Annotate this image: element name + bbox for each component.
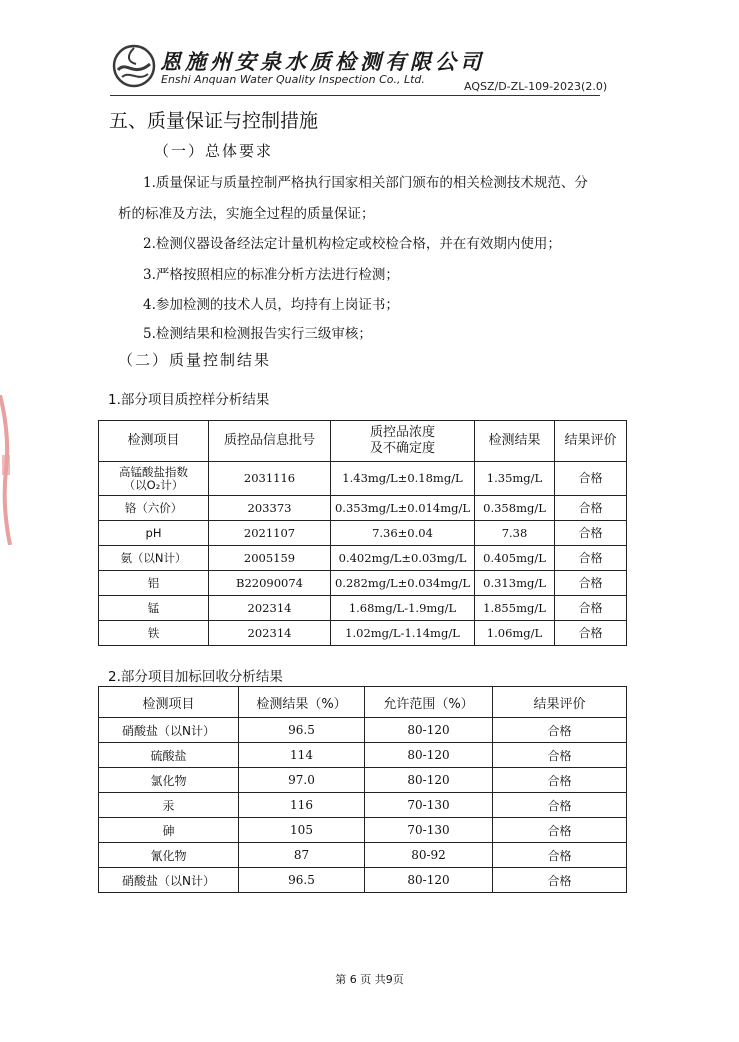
result-cell: 87: [239, 843, 365, 868]
header-divider: [110, 95, 600, 96]
requirement-item: 析的标准及方法，实施全过程的质量保证；: [118, 206, 375, 222]
item-cell: 铝: [99, 571, 209, 596]
range-cell: 80-92: [365, 843, 493, 868]
table-row: [99, 621, 627, 646]
col-header: 检测项目: [99, 687, 239, 718]
section-title: 五、质量保证与控制措施: [109, 110, 319, 132]
conc-cell: 1.02mg/L-1.14mg/L: [331, 621, 475, 646]
col-header-line: 质控品浓度: [369, 425, 435, 440]
result-cell: 105: [239, 818, 365, 843]
table-row: [99, 718, 627, 743]
requirement-item: 4.参加检测的技术人员，均持有上岗证书；: [143, 297, 399, 313]
batch-cell: 203373: [209, 496, 331, 521]
batch-cell: 202314: [209, 621, 331, 646]
company-logo: [112, 44, 156, 88]
result-cell: 0.405mg/L: [475, 546, 555, 571]
item-cell: 氯化物: [99, 768, 239, 793]
conc-cell: 0.402mg/L±0.03mg/L: [331, 546, 475, 571]
item-cell: 硝酸盐（以N计）: [99, 718, 239, 743]
eval-cell: 合格: [493, 768, 627, 793]
range-cell: 70-130: [365, 793, 493, 818]
item-cell: 汞: [99, 793, 239, 818]
eval-cell: 合格: [493, 818, 627, 843]
table-row: [99, 521, 627, 546]
result-cell: 114: [239, 743, 365, 768]
eval-cell: 合格: [493, 743, 627, 768]
conc-cell: 1.43mg/L±0.18mg/L: [331, 462, 475, 496]
table-row: [99, 843, 627, 868]
col-header: 质控品信息批号: [209, 421, 331, 462]
item-cell: 氰化物: [99, 843, 239, 868]
eval-cell: 合格: [555, 462, 627, 496]
table2-caption: 2.部分项目加标回收分析结果: [108, 669, 283, 685]
result-cell: 1.855mg/L: [475, 596, 555, 621]
conc-cell: 0.282mg/L±0.034mg/L: [331, 571, 475, 596]
conc-cell: 0.353mg/L±0.014mg/L: [331, 496, 475, 521]
col-header: 结果评价: [493, 687, 627, 718]
item-cell: 硫酸盐: [99, 743, 239, 768]
item-cell: 砷: [99, 818, 239, 843]
batch-cell: B22090074: [209, 571, 331, 596]
eval-cell: 合格: [493, 718, 627, 743]
batch-cell: 202314: [209, 596, 331, 621]
eval-cell: 合格: [555, 546, 627, 571]
eval-cell: 合格: [555, 521, 627, 546]
col-header: [331, 421, 475, 462]
batch-cell: 2005159: [209, 546, 331, 571]
eval-cell: 合格: [555, 571, 627, 596]
eval-cell: 合格: [493, 868, 627, 893]
page-number: 第 6 页 共9页: [335, 973, 404, 986]
eval-cell: 合格: [555, 621, 627, 646]
result-cell: 97.0: [239, 768, 365, 793]
eval-cell: 合格: [555, 596, 627, 621]
qc-sample-table: [98, 420, 627, 646]
seal-stamp-edge: [0, 395, 14, 545]
range-cell: 80-120: [365, 768, 493, 793]
result-cell: 1.35mg/L: [475, 462, 555, 496]
eval-cell: 合格: [493, 793, 627, 818]
result-cell: 7.38: [475, 521, 555, 546]
requirement-item: 1.质量保证与质量控制严格执行国家相关部门颁布的相关检测技术规范、分: [143, 175, 588, 191]
col-header: 允许范围（%）: [365, 687, 493, 718]
subsection-qc-results: （二）质量控制结果: [118, 351, 272, 369]
table-row: [99, 546, 627, 571]
item-cell: 铬（六价）: [99, 496, 209, 521]
table-row: [99, 818, 627, 843]
table-row: [99, 462, 627, 496]
result-cell: 1.06mg/L: [475, 621, 555, 646]
table-row: [99, 793, 627, 818]
range-cell: 80-120: [365, 868, 493, 893]
col-header: 检测结果: [475, 421, 555, 462]
result-cell: 116: [239, 793, 365, 818]
result-cell: 96.5: [239, 868, 365, 893]
eval-cell: 合格: [493, 843, 627, 868]
range-cell: 80-120: [365, 718, 493, 743]
table-row: [99, 768, 627, 793]
table1-caption: 1.部分项目质控样分析结果: [108, 392, 270, 408]
range-cell: 80-120: [365, 743, 493, 768]
col-header-line: 及不确定度: [369, 441, 435, 456]
item-cell: 氨（以N计）: [99, 546, 209, 571]
table-row: [99, 868, 627, 893]
table-header-row: [99, 687, 627, 718]
batch-cell: 2021107: [209, 521, 331, 546]
col-header: 结果评价: [555, 421, 627, 462]
conc-cell: 1.68mg/L-1.9mg/L: [331, 596, 475, 621]
result-cell: 96.5: [239, 718, 365, 743]
table-row: [99, 571, 627, 596]
batch-cell: 2031116: [209, 462, 331, 496]
item-cell: 锰: [99, 596, 209, 621]
item-cell: [99, 462, 209, 496]
table-header-row: [99, 421, 627, 462]
item-cell: pH: [99, 521, 209, 546]
table-row: [99, 496, 627, 521]
eval-cell: 合格: [555, 496, 627, 521]
subsection-general: （一）总体要求: [154, 142, 274, 160]
document-code: AQSZ/D-ZL-109-2023(2.0): [464, 80, 608, 93]
conc-cell: 7.36±0.04: [331, 521, 475, 546]
item-cell: 硝酸盐（以N计）: [99, 868, 239, 893]
requirement-item: 5.检测结果和检测报告实行三级审核；: [143, 326, 372, 342]
spike-recovery-table: [98, 686, 627, 893]
requirement-item: 2.检测仪器设备经法定计量机构检定或校检合格，并在有效期内使用；: [143, 236, 561, 252]
table-row: [99, 743, 627, 768]
range-cell: 70-130: [365, 818, 493, 843]
item-unit: （以O₂计）: [123, 477, 184, 492]
table-row: [99, 596, 627, 621]
col-header: 检测项目: [99, 421, 209, 462]
requirement-item: 3.严格按照相应的标准分析方法进行检测；: [143, 267, 399, 283]
col-header: 检测结果（%）: [239, 687, 365, 718]
company-name-en: Enshi Anquan Water Quality Inspection Co., Ltd.: [161, 73, 425, 86]
item-cell: 铁: [99, 621, 209, 646]
company-name-cn: 恩施州安泉水质检测有限公司: [160, 49, 485, 74]
result-cell: 0.358mg/L: [475, 496, 555, 521]
item-name: 高锰酸盐指数: [119, 464, 188, 479]
result-cell: 0.313mg/L: [475, 571, 555, 596]
